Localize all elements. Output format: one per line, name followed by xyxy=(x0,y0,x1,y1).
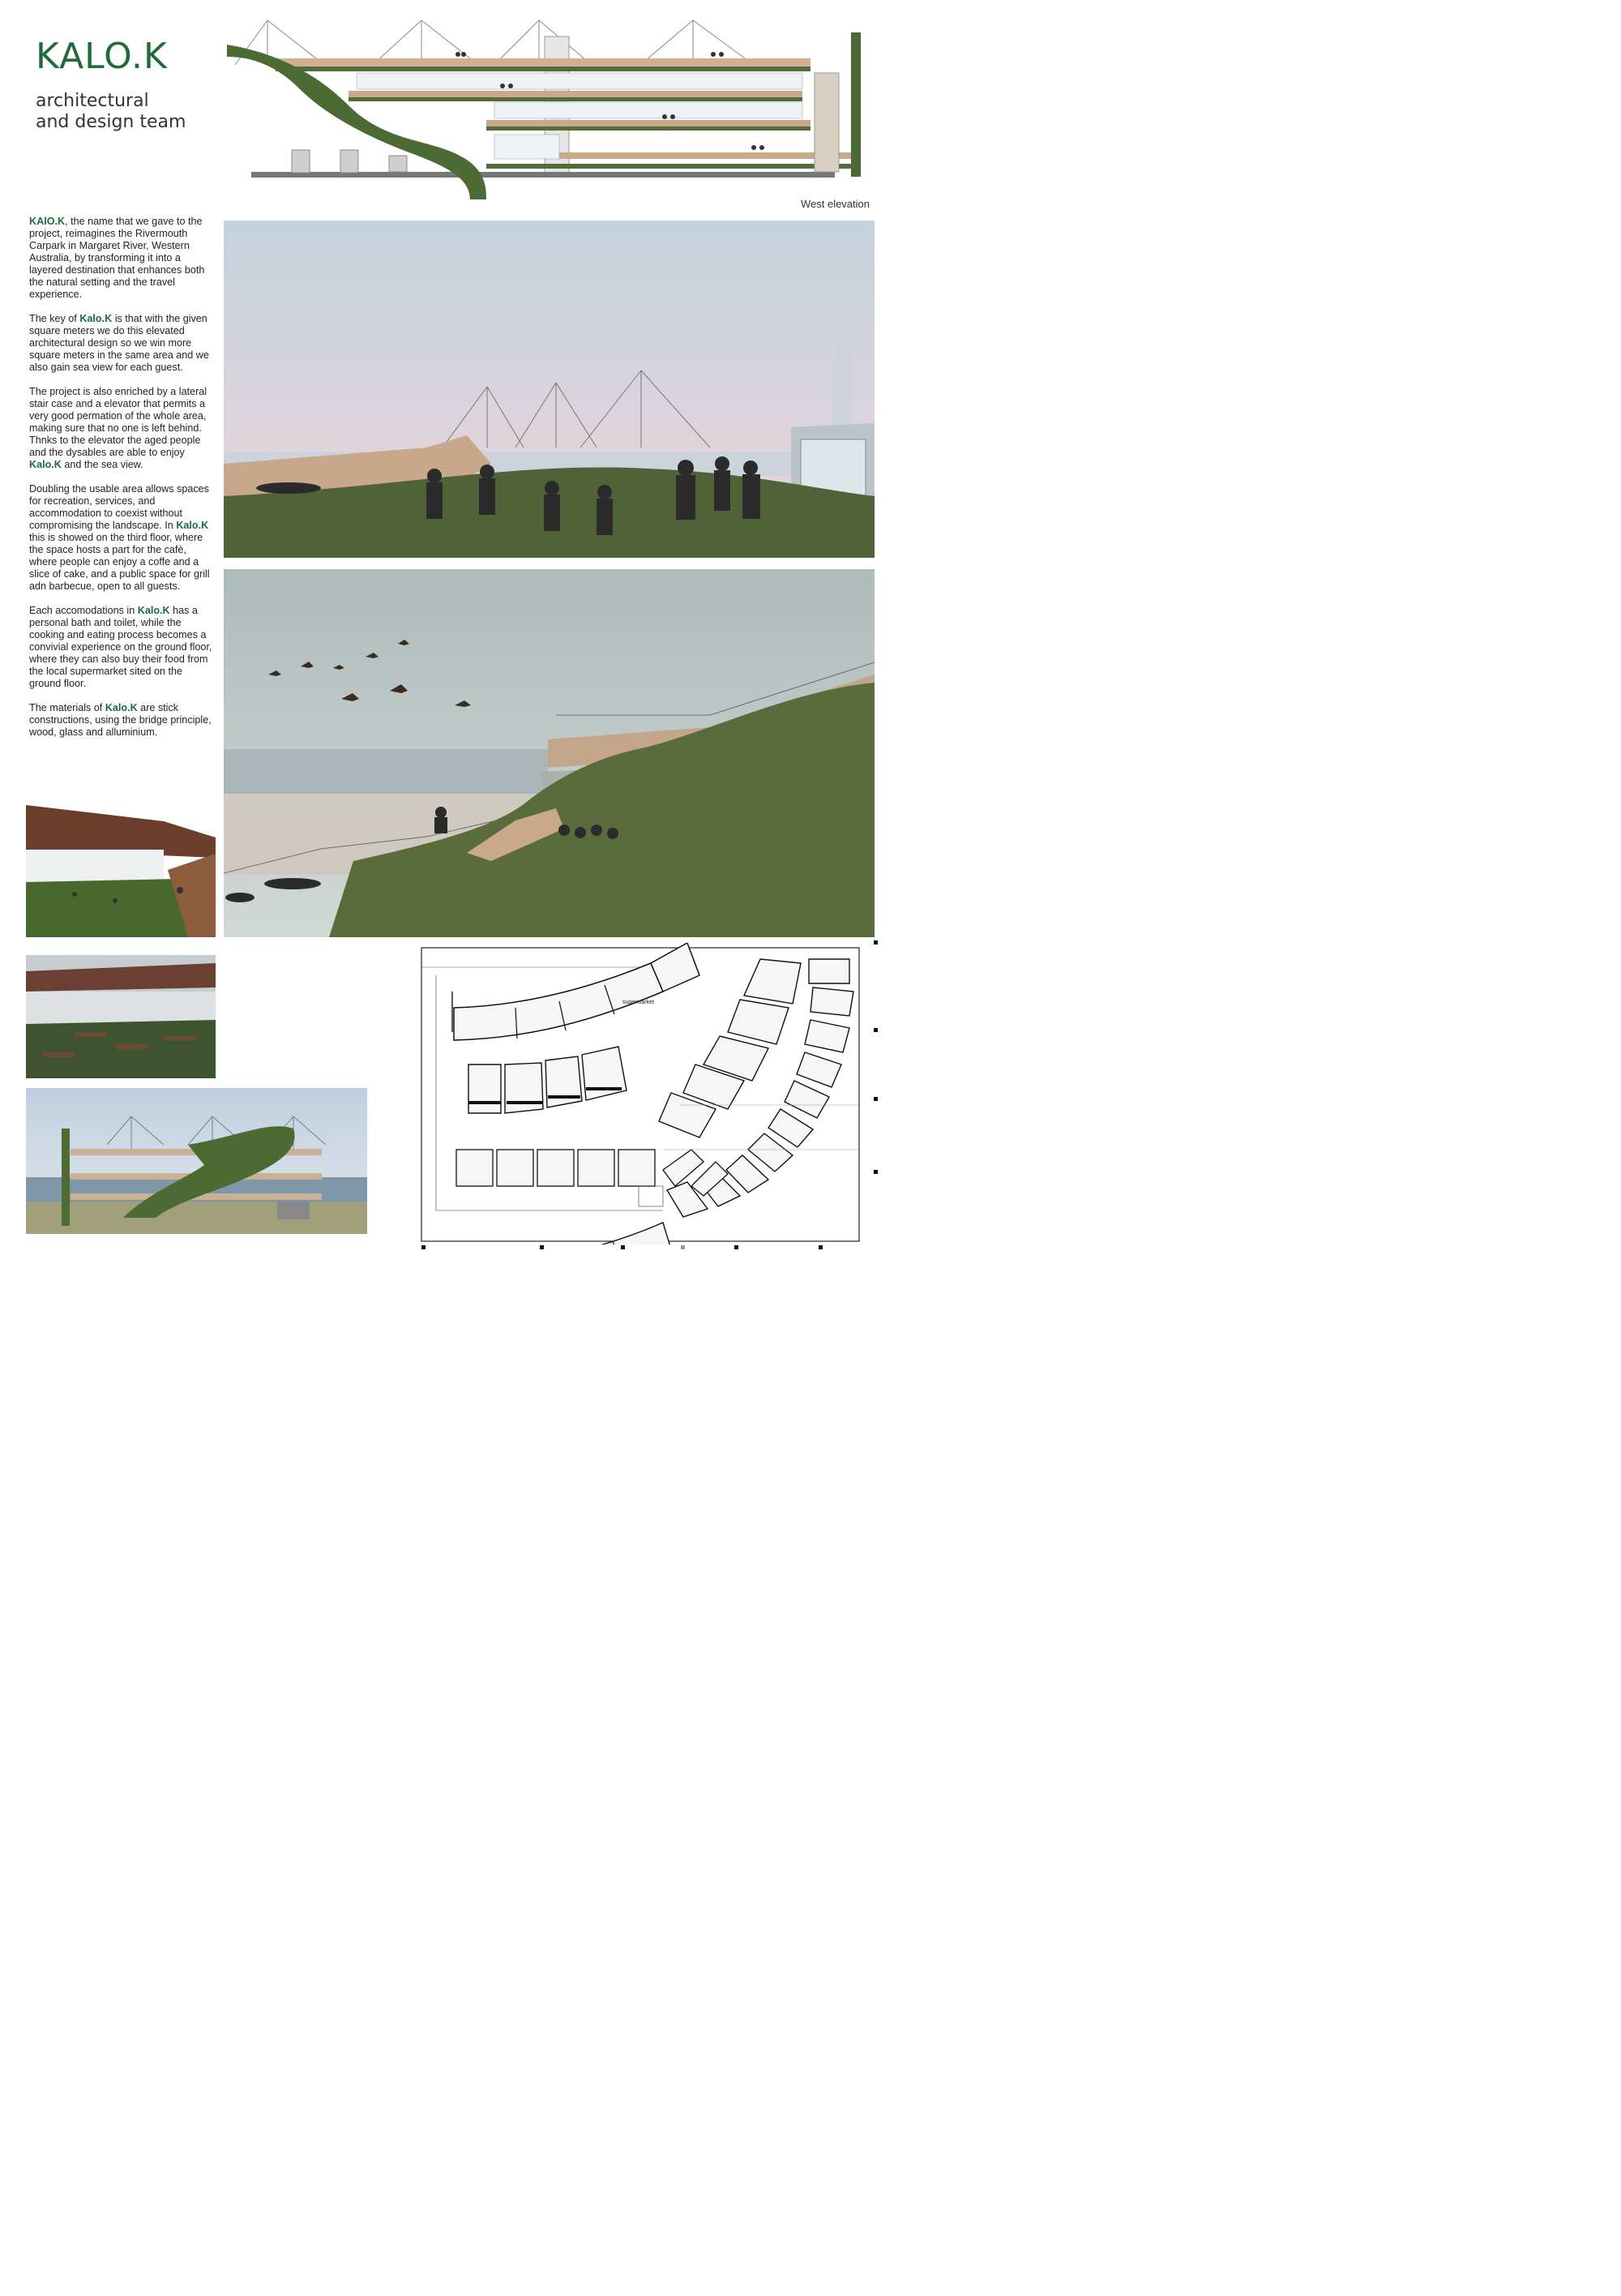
margin-marker xyxy=(874,1170,878,1174)
margin-marker xyxy=(874,1097,878,1101)
subtitle-line-1: architectural xyxy=(36,91,149,111)
margin-marker xyxy=(734,1245,738,1249)
paragraph-accommodation xyxy=(29,605,212,690)
brand-mention: Kalo.K xyxy=(137,605,170,616)
margin-marker xyxy=(621,1245,625,1249)
margin-marker xyxy=(421,1245,426,1249)
paragraph-text: The key of xyxy=(29,313,80,324)
paragraph-text: Each accomodations in xyxy=(29,605,138,616)
ground-floor-plan xyxy=(420,943,861,1244)
paragraph-text: , the name that we gave to the project, reimagines the Rivermouth Carpark in Margaret River, Western Australia, by transforming it into a layered destination that enhances both the natural setting and the travel experience. xyxy=(29,216,205,300)
paragraph-text: this is showed on the third floor, where the space hosts a part for the cafè, where people can enjoy a coffe and a slice of cake, and a public space for grill adn barbecue, open to all guests. xyxy=(29,532,210,592)
margin-marker xyxy=(874,1028,878,1032)
paragraph-key xyxy=(29,313,212,374)
supermarket-label: supermarket xyxy=(622,1000,654,1005)
brand-mention: Kalo.K xyxy=(176,520,209,531)
paragraph-text: has a personal bath and toilet, while the cooking and eating process becomes a convivial experience on the ground floor, where they can also buy their food from the local supermarket sited on the ground floor. xyxy=(29,605,212,689)
paragraph-materials xyxy=(29,702,212,739)
brand-mention: Kalo.K xyxy=(79,313,113,324)
paragraph-text: Doubling the usable area allows spaces for recreation, services, and accommodation to coexist without compromising the landscape. In xyxy=(29,483,209,531)
paragraph-text: The project is also enriched by a lateral stair case and a elevator that permits a very good permation of the whole area, making sure that no one is left behind. Thnks to the elevator the aged people and the dysables are able to enjoy xyxy=(29,386,207,458)
margin-marker xyxy=(874,940,878,945)
paragraph-access xyxy=(29,386,212,471)
margin-marker xyxy=(540,1245,544,1249)
paragraph-text: The materials of xyxy=(29,702,105,713)
side-elevation-render xyxy=(26,1088,367,1234)
paragraph-intro xyxy=(29,216,212,301)
courtyard-lawn-render xyxy=(26,805,216,937)
elevation-caption: West elevation xyxy=(800,198,870,210)
beach-green-roof-render xyxy=(224,569,875,937)
brand-mention: Kalo.K xyxy=(29,459,62,470)
brand-mention: KAlO.K xyxy=(29,216,66,227)
paragraph-text: is that with the given square meters we do this elevated architectural design so we win more square meters in the same area and we also gain sea view for each guest. xyxy=(29,313,209,373)
brand-title: KALO.K xyxy=(36,36,168,77)
picnic-area-render xyxy=(26,955,216,1078)
brand-mention: Kalo.K xyxy=(105,702,138,713)
paragraph-text: are stick constructions, using the bridge principle, wood, glass and alluminium. xyxy=(29,702,212,738)
margin-marker xyxy=(819,1245,823,1249)
paragraph-area xyxy=(29,483,212,593)
subtitle-line-2: and design team xyxy=(36,112,186,132)
poster xyxy=(0,0,892,1262)
west-elevation-drawing xyxy=(227,16,861,199)
rooftop-cafe-render xyxy=(224,221,875,558)
paragraph-text: and the sea view. xyxy=(61,459,143,470)
margin-marker xyxy=(681,1245,685,1249)
project-description xyxy=(29,216,212,751)
